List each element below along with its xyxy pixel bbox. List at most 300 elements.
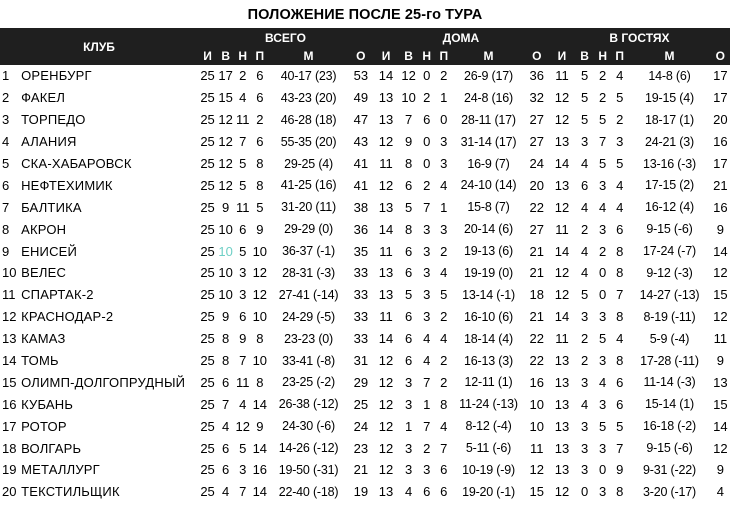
total-stat-cell: 25: [200, 68, 215, 84]
total-stat-cell: 5: [256, 199, 264, 215]
rank-cell: 12: [2, 309, 17, 325]
away-stat-cell: 24-21 (3): [645, 134, 694, 149]
home-stat-cell: 12: [378, 177, 394, 193]
rank-cell: 18: [2, 440, 17, 456]
away-stat-cell: 12: [554, 90, 570, 106]
home-stat-cell: 18: [529, 287, 545, 303]
club-name: МЕТАЛЛУРГ: [21, 462, 100, 478]
home-stat-cell: 2: [440, 374, 448, 390]
total-stat-cell: 41: [353, 156, 369, 171]
away-stat-cell: 4: [580, 156, 589, 171]
home-stat-cell: 9: [405, 134, 413, 150]
away-stat-cell: 4: [580, 265, 589, 281]
home-stat-cell: 27: [529, 134, 545, 150]
away-stat-cell: 5: [616, 156, 624, 171]
table-row: [0, 240, 730, 262]
total-stat-cell: 14: [252, 484, 268, 500]
table-row: [0, 109, 730, 131]
home-stat-cell: 10: [529, 396, 545, 412]
away-stat-cell: 6: [580, 177, 589, 193]
total-stat-cell: 4: [222, 418, 230, 434]
home-stat-cell: 21: [529, 243, 545, 259]
away-stat-cell: 5: [580, 90, 589, 106]
rank-cell: 7: [2, 199, 10, 215]
total-stat-cell: 9: [256, 418, 264, 434]
total-stat-cell: 8: [256, 331, 264, 347]
home-stat-cell: 3: [405, 462, 413, 478]
away-stat-cell: 3-20 (-17): [643, 484, 696, 499]
home-stat-cell: 36: [529, 68, 545, 84]
home-stat-cell: 4: [440, 265, 448, 281]
total-stat-cell: 25: [353, 396, 369, 412]
home-stat-cell: 10: [529, 418, 545, 434]
away-stat-cell: 13: [554, 374, 570, 390]
club-name: ВОЛГАРЬ: [21, 440, 82, 456]
rank-cell: 15: [2, 374, 17, 390]
rank-cell: 20: [2, 484, 17, 500]
rank-cell: 10: [2, 265, 17, 281]
home-stat-cell: 8-12 (-4): [465, 419, 512, 434]
total-stat-cell: 19-50 (-31): [278, 462, 339, 477]
home-stat-cell: 5-11 (-6): [465, 441, 512, 456]
home-stat-cell: 6: [405, 309, 413, 325]
total-stat-cell: 7: [239, 484, 247, 500]
away-stat-cell: 21: [713, 177, 728, 193]
total-stat-cell: 10: [252, 353, 268, 369]
away-stat-cell: 8: [616, 309, 624, 325]
club-name: ТОРПЕДО: [21, 112, 86, 128]
total-stat-cell: 36: [353, 221, 369, 237]
home-stat-cell: 13: [378, 199, 394, 215]
total-stat-cell: 38: [353, 199, 369, 215]
club-name: АКРОН: [21, 221, 67, 237]
total-stat-cell: 8: [256, 177, 264, 193]
total-stat-cell: 36-37 (-1): [282, 244, 335, 259]
away-stat-cell: 16-18 (-2): [643, 419, 696, 434]
away-stat-cell: 3: [580, 309, 589, 325]
away-stat-cell: 17: [713, 90, 728, 106]
home-stat-cell: 12: [378, 134, 394, 150]
away-stat-cell: 13: [554, 418, 570, 434]
club-name: КАМАЗ: [21, 331, 66, 347]
home-stat-cell: 4: [423, 331, 431, 347]
away-stat-cell: 5: [599, 331, 607, 347]
away-col-header: О: [711, 48, 730, 65]
total-stat-cell: 17: [218, 68, 233, 84]
total-col-header: О: [349, 48, 373, 65]
home-stat-cell: 8: [405, 221, 413, 237]
away-stat-cell: 4: [599, 374, 607, 390]
table-row: [0, 459, 730, 481]
total-stat-cell: 8: [256, 374, 264, 390]
away-stat-cell: 4: [580, 199, 589, 215]
home-stat-cell: 19-20 (-1): [462, 484, 515, 499]
total-stat-cell: 7: [222, 396, 230, 412]
home-stat-cell: 22: [529, 353, 545, 369]
rank-cell: 4: [2, 134, 10, 150]
home-stat-cell: 27: [529, 112, 545, 128]
rank-cell: 17: [2, 418, 17, 434]
home-stat-cell: 22: [529, 199, 545, 215]
home-stat-cell: 6: [405, 243, 413, 259]
rank-cell: 13: [2, 331, 17, 347]
away-col-header: П: [611, 48, 628, 65]
rank-cell: 14: [2, 353, 17, 369]
away-stat-cell: 3: [599, 396, 607, 412]
home-col-header: Н: [418, 48, 435, 65]
away-stat-cell: 5: [580, 112, 589, 128]
away-stat-cell: 3: [599, 177, 607, 193]
total-stat-cell: 33-41 (-8): [282, 353, 335, 368]
total-stat-cell: 10: [218, 243, 233, 259]
away-stat-cell: 16: [713, 199, 728, 215]
away-stat-cell: 2: [599, 68, 607, 84]
away-stat-cell: 14: [713, 243, 728, 259]
total-stat-cell: 6: [222, 440, 230, 456]
home-stat-cell: 10: [401, 90, 416, 106]
total-col-header: П: [251, 48, 268, 65]
away-stat-cell: 3: [599, 353, 607, 369]
home-stat-cell: 13: [378, 484, 394, 500]
home-stat-cell: 19-19 (0): [464, 265, 513, 280]
away-stat-cell: 3: [580, 440, 589, 456]
away-col-header: Н: [594, 48, 611, 65]
total-stat-cell: 6: [256, 134, 264, 150]
page-title: ПОЛОЖЕНИЕ ПОСЛЕ 25-го ТУРА: [247, 7, 483, 23]
away-stat-cell: 17-28 (-11): [640, 353, 699, 368]
club-name: ОРЕНБУРГ: [21, 68, 92, 84]
away-stat-cell: 13: [713, 374, 728, 390]
away-stat-cell: 17: [713, 68, 728, 84]
home-stat-cell: 2: [423, 90, 431, 106]
home-stat-cell: 2: [440, 309, 448, 325]
away-stat-cell: 13: [554, 134, 570, 150]
total-stat-cell: 25: [200, 199, 215, 215]
home-stat-cell: 0: [423, 156, 431, 171]
home-stat-cell: 5: [405, 287, 413, 303]
club-name: АЛАНИЯ: [21, 134, 77, 150]
away-stat-cell: 4: [580, 396, 589, 412]
total-stat-cell: 25: [200, 134, 215, 150]
home-stat-cell: 2: [423, 177, 431, 193]
table-row: [0, 218, 730, 240]
home-stat-cell: 3: [423, 287, 431, 303]
home-stat-cell: 11: [379, 309, 393, 325]
total-stat-cell: 6: [239, 221, 247, 237]
away-stat-cell: 9: [616, 462, 624, 478]
away-stat-cell: 12: [713, 309, 728, 325]
total-stat-cell: 12: [218, 177, 233, 193]
table-row: [0, 306, 730, 328]
total-stat-cell: 3: [239, 287, 247, 303]
total-stat-cell: 12: [252, 265, 268, 281]
rank-cell: 19: [2, 462, 17, 478]
away-stat-cell: 9: [716, 221, 724, 237]
away-stat-cell: 9-15 (-6): [646, 441, 693, 456]
away-col-header: И: [549, 48, 575, 65]
total-stat-cell: 19: [353, 484, 369, 500]
club-name: ТОМЬ: [21, 353, 59, 369]
total-stat-cell: 5: [239, 243, 247, 259]
home-stat-cell: 1: [405, 418, 413, 434]
home-stat-cell: 21: [529, 309, 545, 325]
home-stat-cell: 12: [529, 462, 545, 478]
home-stat-cell: 12: [378, 374, 394, 390]
away-stat-cell: 14-8 (6): [648, 68, 691, 83]
home-stat-cell: 6: [423, 112, 431, 128]
home-stat-cell: 6: [405, 265, 413, 281]
club-name: НЕФТЕХИМИК: [21, 177, 113, 193]
total-stat-cell: 9: [239, 331, 247, 347]
away-stat-cell: 9: [716, 353, 724, 369]
table-row: [0, 131, 730, 153]
home-stat-cell: 20-14 (6): [464, 222, 513, 237]
home-stat-cell: 3: [423, 462, 431, 478]
home-stat-cell: 19-13 (6): [464, 244, 513, 259]
total-stat-cell: 14: [252, 396, 268, 412]
rank-cell: 5: [2, 156, 10, 171]
table-row: [0, 350, 730, 372]
total-stat-cell: 5: [239, 156, 247, 171]
away-stat-cell: 20: [713, 112, 728, 128]
table-row: [0, 262, 730, 284]
home-stat-cell: 16-10 (6): [464, 309, 513, 324]
home-stat-cell: 12: [401, 68, 416, 84]
away-stat-cell: 12: [554, 112, 570, 128]
total-stat-cell: 22-40 (-18): [278, 484, 339, 499]
away-stat-cell: 2: [580, 221, 589, 237]
home-stat-cell: 18-14 (4): [464, 331, 513, 346]
total-stat-cell: 25: [200, 156, 215, 171]
home-stat-cell: 24: [529, 156, 545, 171]
total-stat-cell: 27-41 (-14): [278, 287, 339, 302]
away-stat-cell: 11: [713, 331, 728, 347]
total-stat-cell: 11: [235, 374, 250, 390]
away-stat-cell: 11: [555, 68, 569, 84]
away-stat-cell: 0: [580, 484, 589, 500]
home-col-header: В: [399, 48, 418, 65]
total-stat-cell: 53: [353, 68, 369, 84]
home-stat-cell: 3: [423, 309, 431, 325]
away-col-header: В: [575, 48, 594, 65]
away-stat-cell: 4: [580, 243, 589, 259]
total-stat-cell: 25: [200, 440, 215, 456]
total-stat-cell: 25: [200, 462, 215, 478]
total-stat-cell: 12: [252, 287, 268, 303]
table-row: [0, 481, 730, 503]
total-stat-cell: 35: [353, 243, 369, 259]
away-stat-cell: 8: [616, 484, 624, 500]
home-stat-cell: 32: [529, 90, 545, 106]
total-stat-cell: 7: [239, 134, 247, 150]
home-stat-cell: 20: [529, 177, 545, 193]
home-stat-cell: 13: [378, 287, 394, 303]
home-stat-cell: 3: [423, 221, 431, 237]
home-stat-cell: 0: [423, 68, 431, 84]
total-stat-cell: 16: [252, 462, 268, 478]
total-stat-cell: 6: [256, 68, 264, 84]
home-stat-cell: 3: [405, 396, 413, 412]
away-stat-cell: 9: [716, 462, 724, 478]
table-row: [0, 153, 730, 175]
home-stat-cell: 6: [405, 331, 413, 347]
total-stat-cell: 9: [222, 199, 230, 215]
home-stat-cell: 26-9 (17): [464, 68, 513, 83]
home-stat-cell: 4: [423, 353, 431, 369]
away-header: В ГОСТЯХ: [549, 28, 730, 48]
away-stat-cell: 12: [554, 287, 570, 303]
total-stat-cell: 33: [353, 265, 369, 281]
total-stat-cell: 23-25 (-2): [282, 375, 335, 390]
total-col-header: Н: [234, 48, 251, 65]
away-stat-cell: 5: [599, 418, 607, 434]
home-stat-cell: 6: [440, 484, 448, 500]
rank-cell: 8: [2, 221, 10, 237]
home-stat-cell: 5: [440, 287, 448, 303]
home-stat-cell: 4: [440, 177, 448, 193]
away-stat-cell: 17-15 (2): [645, 178, 694, 193]
total-stat-cell: 9: [222, 309, 230, 325]
away-stat-cell: 4: [716, 484, 724, 500]
home-stat-cell: 24-8 (16): [464, 90, 513, 105]
club-name: РОТОР: [21, 418, 67, 434]
home-stat-cell: 7: [423, 374, 431, 390]
away-stat-cell: 14: [554, 243, 570, 259]
total-stat-cell: 3: [239, 462, 247, 478]
home-stat-cell: 16-13 (3): [464, 353, 513, 368]
home-stat-cell: 4: [440, 331, 448, 347]
away-stat-cell: 5: [616, 90, 624, 106]
total-stat-cell: 43-23 (20): [280, 90, 337, 105]
away-stat-cell: 11: [555, 331, 569, 347]
away-stat-cell: 17-24 (-7): [643, 244, 696, 259]
home-stat-cell: 11: [379, 156, 393, 171]
home-stat-cell: 13-14 (-1): [462, 287, 515, 302]
total-stat-cell: 8: [256, 156, 264, 171]
away-stat-cell: 8: [616, 353, 624, 369]
away-stat-cell: 15: [713, 396, 728, 412]
total-stat-cell: 33: [353, 309, 369, 325]
home-stat-cell: 6: [405, 353, 413, 369]
total-stat-cell: 10: [252, 309, 268, 325]
away-stat-cell: 6: [616, 221, 624, 237]
away-stat-cell: 7: [616, 440, 624, 456]
home-stat-cell: 1: [440, 199, 448, 215]
club-name: КУБАНЬ: [21, 396, 74, 412]
away-stat-cell: 3: [580, 134, 589, 150]
away-stat-cell: 13: [554, 462, 570, 478]
table-row: [0, 393, 730, 415]
away-stat-cell: 3: [599, 221, 607, 237]
rank-cell: 6: [2, 177, 10, 193]
home-stat-cell: 11-24 (-13): [459, 397, 518, 412]
home-stat-cell: 5: [405, 199, 413, 215]
home-stat-cell: 6: [440, 462, 448, 478]
table-row: [0, 437, 730, 459]
away-stat-cell: 5-9 (-4): [649, 331, 690, 346]
total-stat-cell: 5: [239, 440, 247, 456]
total-stat-cell: 33: [353, 287, 369, 303]
total-stat-cell: 7: [239, 353, 247, 369]
total-stat-cell: 25: [200, 243, 215, 259]
total-stat-cell: 14: [252, 440, 268, 456]
total-stat-cell: 15: [218, 90, 233, 106]
rank-cell: 3: [2, 112, 10, 128]
away-stat-cell: 13-16 (-3): [643, 156, 696, 171]
total-stat-cell: 4: [239, 90, 247, 106]
total-header: ВСЕГО: [198, 28, 373, 48]
away-stat-cell: 5: [599, 112, 607, 128]
away-stat-cell: 4: [599, 199, 607, 215]
away-stat-cell: 16: [713, 134, 728, 150]
home-stat-cell: 21: [529, 265, 545, 281]
total-stat-cell: 12: [218, 134, 233, 150]
total-stat-cell: 6: [239, 309, 247, 325]
home-stat-cell: 6: [423, 484, 431, 500]
away-stat-cell: 3: [599, 484, 607, 500]
home-stat-cell: 28-11 (17): [461, 112, 516, 127]
away-stat-cell: 2: [616, 112, 624, 128]
total-stat-cell: 47: [353, 112, 369, 128]
club-name: ЕНИСЕЙ: [21, 243, 78, 259]
away-stat-cell: 3: [580, 462, 589, 478]
away-stat-cell: 8: [616, 243, 624, 259]
home-stat-cell: 2: [440, 243, 448, 259]
home-stat-cell: 12: [378, 396, 394, 412]
away-stat-cell: 2: [599, 243, 607, 259]
away-stat-cell: 9-12 (-3): [646, 265, 693, 280]
total-stat-cell: 49: [353, 90, 369, 106]
away-stat-cell: 18-17 (1): [645, 112, 694, 127]
total-stat-cell: 25: [200, 221, 215, 237]
total-stat-cell: 10: [252, 243, 268, 259]
home-stat-cell: 12: [378, 353, 394, 369]
home-stat-cell: 15: [529, 484, 545, 500]
away-stat-cell: 13: [554, 440, 570, 456]
away-stat-cell: 2: [580, 331, 589, 347]
total-stat-cell: 26-38 (-12): [278, 397, 339, 412]
home-stat-cell: 14: [378, 331, 394, 347]
home-stat-cell: 3: [405, 440, 413, 456]
club-name: СПАРТАК-2: [21, 287, 94, 303]
away-stat-cell: 13: [554, 177, 570, 193]
club-name: КРАСНОДАР-2: [21, 309, 114, 325]
home-stat-cell: 16: [529, 374, 545, 390]
away-stat-cell: 5: [616, 418, 624, 434]
total-stat-cell: 23-23 (0): [284, 331, 333, 346]
total-stat-cell: 24-30 (-6): [282, 419, 335, 434]
home-stat-cell: 22: [529, 331, 545, 347]
away-stat-cell: 3: [616, 134, 624, 150]
away-stat-cell: 11: [555, 221, 569, 237]
total-stat-cell: 31-20 (11): [281, 200, 336, 215]
total-stat-cell: 29-29 (0): [284, 222, 333, 237]
away-stat-cell: 19-15 (4): [645, 90, 694, 105]
table-row: [0, 174, 730, 196]
home-stat-cell: 31-14 (17): [460, 134, 517, 149]
away-stat-cell: 4: [616, 177, 624, 193]
total-stat-cell: 10: [218, 287, 233, 303]
total-stat-cell: 31: [353, 353, 369, 369]
rank-cell: 11: [2, 287, 16, 303]
away-stat-cell: 13: [554, 396, 570, 412]
home-stat-cell: 3: [440, 134, 448, 150]
home-stat-cell: 10-19 (-9): [462, 462, 515, 477]
total-stat-cell: 21: [353, 462, 369, 478]
away-stat-cell: 4: [616, 331, 624, 347]
total-stat-cell: 25: [200, 90, 215, 106]
away-stat-cell: 13: [554, 353, 570, 369]
